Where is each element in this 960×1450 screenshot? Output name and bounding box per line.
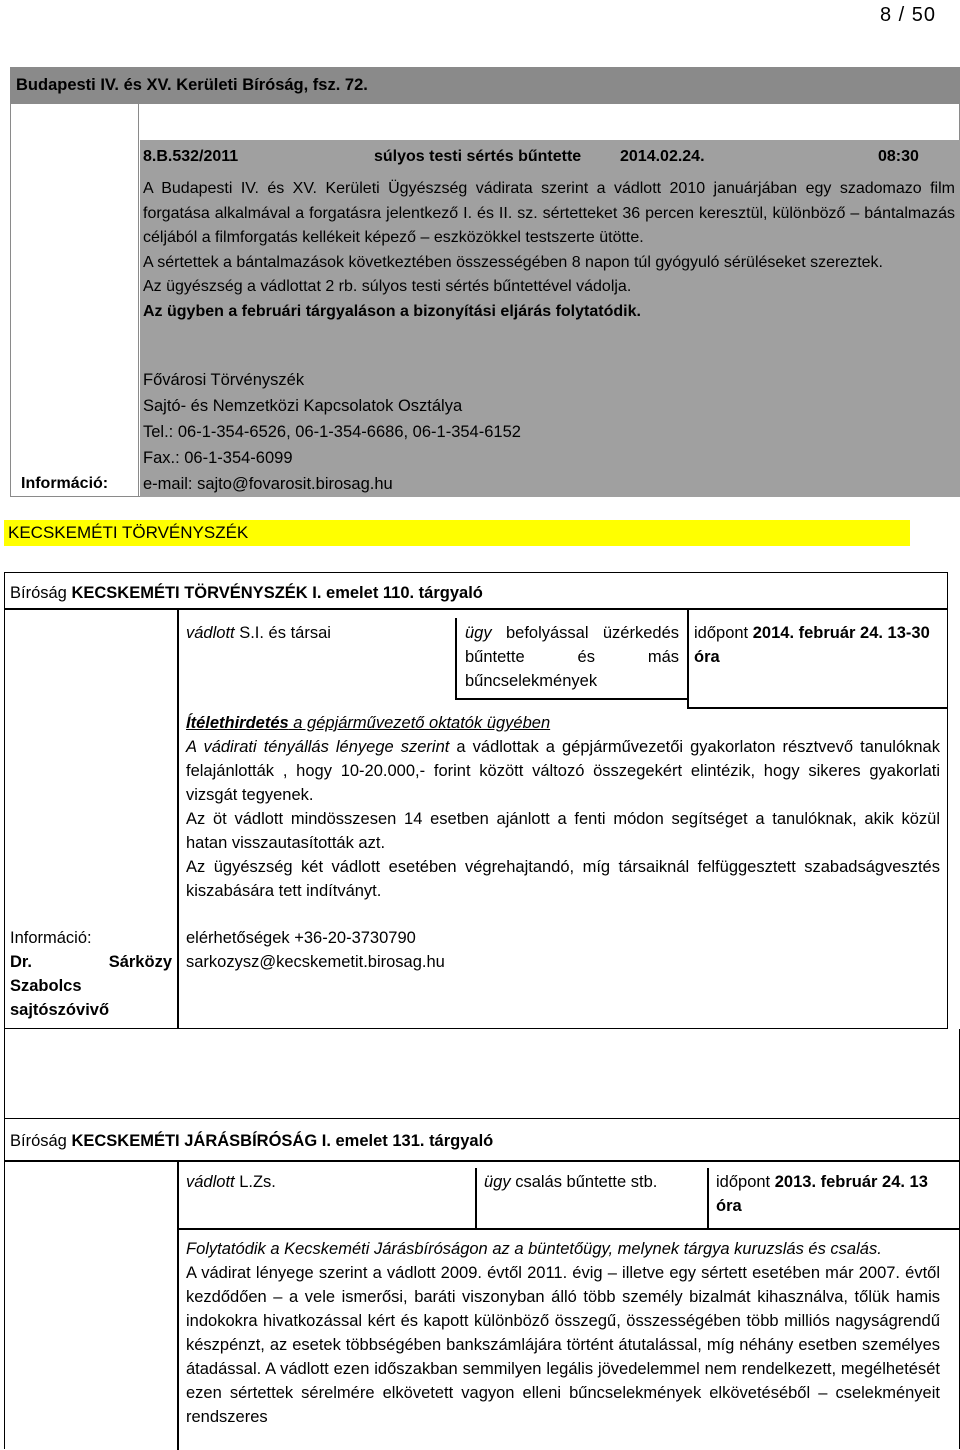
case-time: 08:30 — [878, 148, 919, 165]
case1-info-contact — [186, 926, 445, 974]
contact-fax: Fax.: 06-1-354-6099 — [143, 449, 293, 467]
case1-date — [694, 621, 944, 669]
case1-paragraph: Az öt vádlott mindösszesen 14 esetben ajánlott a fenti módon segítséget a tanulóknak, akik közül hatan visszautasították azt. — [186, 810, 940, 852]
p1-italic: A vádirati tényállás lényege szerint — [186, 738, 450, 756]
budapest-case-description — [143, 177, 955, 324]
case1-divider — [455, 618, 457, 698]
case2-divider — [475, 1168, 477, 1228]
contact-email[interactable]: e-mail: sajto@fovarosit.birosag.hu — [143, 475, 393, 493]
budapest-contact — [143, 367, 521, 497]
case1-paragraph — [186, 735, 940, 807]
case-value: befolyással üzérkedés bűntette és más bűncselekmények — [465, 624, 679, 690]
case1-paragraph: Az ügyészség két vádlott esetében végrehajtandó, míg társaiknál felfüggesztett szabadságvesztés kiszabására tett indítványt. — [186, 858, 940, 900]
date-value: 2013. február 24. 13 óra — [716, 1173, 928, 1215]
case2-case — [484, 1170, 657, 1194]
case1-case — [465, 621, 679, 693]
case-date: 2014.02.24. — [620, 148, 705, 165]
budapest-court-title: Budapesti IV. és XV. Kerületi Bíróság, fsz. 72. — [10, 67, 960, 103]
info-label: Információ: — [21, 475, 109, 492]
case1-divider — [455, 698, 687, 700]
page-number: 8 / 50 — [879, 4, 936, 26]
date-label: időpont — [716, 1173, 771, 1191]
case1-divider — [4, 608, 948, 610]
case1-description — [186, 711, 940, 903]
court-label: Bíróság — [10, 584, 67, 602]
info-label: Információ: — [10, 929, 92, 947]
case-number: 8.B.532/2011 — [143, 148, 239, 165]
heading-bold: Ítélethirdetés — [186, 714, 289, 732]
case2-divider — [177, 1160, 179, 1450]
case2-divider — [4, 1160, 960, 1162]
contact-org: Fővárosi Törvényszék — [143, 371, 305, 389]
case2-divider — [177, 1228, 960, 1230]
table-divider — [138, 104, 139, 496]
kecskemet-section-title: KECSKEMÉTI TÖRVÉNYSZÉK — [4, 520, 910, 546]
contact-tel: Tel.: 06-1-354-6526, 06-1-354-6686, 06-1-354-6152 — [143, 423, 521, 441]
info-email[interactable]: sarkozysz@kecskemetit.birosag.hu — [186, 953, 445, 971]
case2-divider — [707, 1168, 709, 1228]
defendant-label: vádlott — [186, 1173, 235, 1191]
case-type: súlyos testi sértés bűntette — [374, 148, 582, 165]
info-name: Dr. Sárközy Szabolcs sajtószóvivő — [10, 953, 172, 1019]
case2-defendant — [186, 1170, 276, 1194]
case1-heading — [186, 711, 940, 735]
case1-info — [10, 926, 172, 1022]
empty-separator-box — [4, 1029, 960, 1119]
case-label: ügy — [465, 624, 492, 642]
heading-rest: a gépjárművezető oktatók ügyében — [288, 714, 551, 732]
case-value: csalás bűntette stb. — [515, 1173, 658, 1191]
case1-court — [10, 581, 483, 605]
p1-rest: a vádlottak a gépjárművezetői gyakorlaton résztvevő tanulóknak felajánlották , hogy 10-20.000,- forint között változó összegekért elintézik, hogy sikeres gyakorlati vizsgát tegyenek. — [186, 738, 940, 804]
court-value: KECSKEMÉTI JÁRÁSBÍRÓSÁG I. emelet 131. tárgyaló — [71, 1132, 494, 1150]
case1-divider — [177, 608, 179, 1029]
case2-description — [186, 1237, 940, 1442]
date-label: időpont — [694, 624, 749, 642]
case1-divider — [687, 618, 689, 698]
case2-paragraph: A vádirat lényege szerint a vádlott 2009. évtől 2011. évig – illetve egy sértett esetében már 2007. évtől kezdődően – a vele ismerősi, baráti viszonyban álló több személy bizalmát kihasználva, tőlük hamis indokokra hivatkozással kért és kapott különböző összegű, összességében több milliós nagyságrendű készpénzt, az esetek többségében bankszámlájára történt átutalással, míg néhány esetben személyes átadással. A vádlott ezen időszakban semmilyen legális jövedelemmel nem rendelkezett, megélhetését ezen sértettek sérelmére elkövetett vagyon elleni bűncselekmények elkövetéséből – cselekményeit rendszeres — [186, 1264, 940, 1426]
case1-divider — [687, 707, 948, 709]
court-value: KECSKEMÉTI TÖRVÉNYSZÉK I. emelet 110. tárgyaló — [71, 584, 483, 602]
contact-dept: Sajtó- és Nemzetközi Kapcsolatok Osztálya — [143, 397, 463, 415]
desc-paragraph-bold: Az ügyben a februári tárgyaláson a bizonyítási eljárás folytatódik. — [143, 302, 641, 320]
defendant-value: S.I. és társai — [239, 624, 331, 642]
desc-paragraph: Az ügyészség a vádlottat 2 rb. súlyos testi sértés bűntettével vádolja. — [143, 278, 632, 295]
court-label: Bíróság — [10, 1132, 67, 1150]
case2-paragraph: Folytatódik a Kecskeméti Járásbíróságon az a büntetőügy, melynek tárgya kuruzslás és csalás. — [186, 1240, 882, 1258]
desc-paragraph: A sértettek a bántalmazások következtében összességében 8 napon túl gyógyuló sérüléseket szereztek. — [143, 253, 883, 271]
case1-defendant — [186, 621, 331, 645]
info-phone: elérhetőségek +36-20-3730790 — [186, 929, 416, 947]
defendant-value: L.Zs. — [239, 1173, 276, 1191]
case-label: ügy — [484, 1173, 511, 1191]
defendant-label: vádlott — [186, 624, 235, 642]
date-value: 2014. február 24. 13-30 óra — [694, 624, 930, 666]
case2-date — [716, 1170, 946, 1218]
desc-paragraph: A Budapesti IV. és XV. Kerületi Ügyészség vádirata szerint a vádlott 2010 januárjában egy szadomazo film forgatása alkalmával a forgatásra jelentkező I. és II. sz. sértetteket 36 percen keresztül, különböző – bántalmazás céljából a filmforgatás kellékeit képező – eszközökkel testszerte ütötte. — [143, 180, 955, 246]
case2-court — [10, 1129, 493, 1153]
